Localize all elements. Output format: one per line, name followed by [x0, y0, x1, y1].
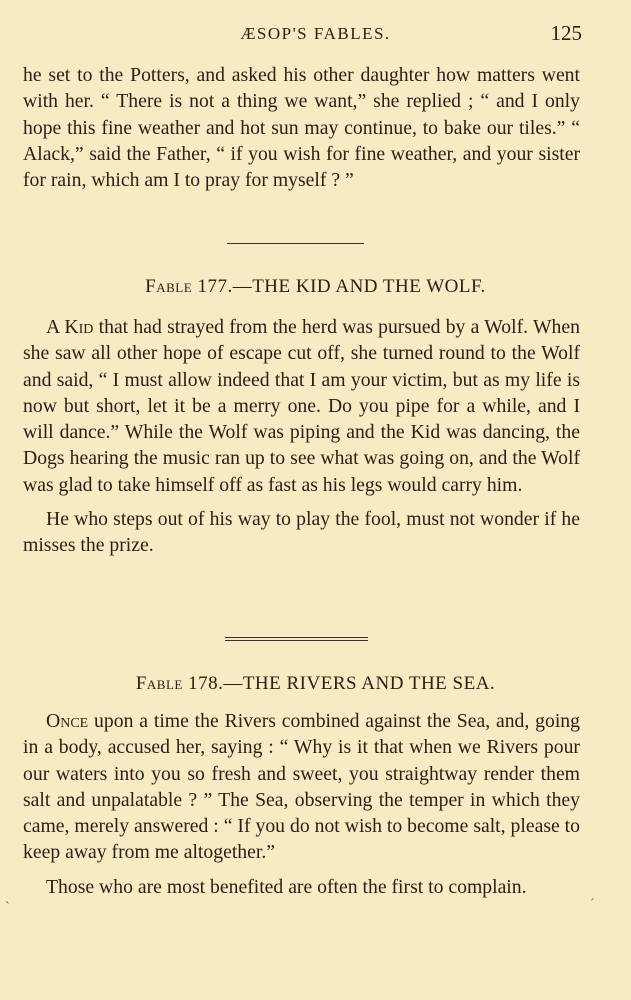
fable-177-heading: [0, 276, 631, 298]
continuation-paragraph: [23, 62, 580, 193]
fable-178-body-text: upon a time the Rivers combined against the Sea, and, going in a body, accused her, saying : “ Why is it that when we Rivers pour our waters into you so fresh and sweet, you straightway render them salt and unpalatable ? ” The Sea, observing the temper in which they came, merely answered : “ If you do not wish to become salt, please to keep away from me altogether.”: [23, 710, 580, 864]
fable-label: Fable: [135, 673, 183, 694]
fable-178-moral: Those who are most benefited are often the first to complain.: [46, 875, 527, 898]
fable-title: 178.—THE RIVERS AND THE SEA.: [188, 673, 496, 694]
fable-177-text: [23, 314, 580, 559]
stray-mark: ˋ: [5, 900, 10, 915]
section-divider: [225, 637, 368, 638]
section-divider: [227, 243, 364, 244]
fable-title: 177.—THE KID AND THE WOLF.: [197, 276, 486, 297]
continuation-text: he set to the Potters, and asked his other daughter how matters went with her. “ There is not a thing we want,” she replied ; “ and I only hope this fine weather and hot sun may continue, to bake our tiles.” “ Alack,” said the Father, “ if you wish for fine weather, and your sister for rain, which am I to pray for myself ? ”: [23, 64, 580, 192]
fable-177-lead: A Kid: [46, 316, 94, 338]
fable-177-body: [23, 314, 580, 498]
section-divider-double: [225, 640, 368, 641]
fable-177-moral: He who steps out of his way to play the fool, must not wonder if he misses the prize.: [23, 508, 580, 557]
fable-178-lead: Once: [46, 710, 89, 732]
fable-178-heading: [0, 673, 631, 695]
fable-178-text: [23, 708, 580, 900]
fable-177-body-text: that had strayed from the herd was pursued by a Wolf. When she saw all other hope of escape cut off, she turned round to the Wolf and said, “ I must allow indeed that I am your victim, but as my life is now but short, let it be a merry one. Do you pipe for a while, and I will dance.” While the Wolf was piping and the Kid was dancing, the Dogs hearing the music ran up to see what was going on, and the Wolf was glad to take himself off as fast as his legs would carry him.: [23, 316, 580, 496]
page-number: 125: [550, 21, 582, 45]
fable-178-body: [23, 708, 580, 866]
running-header: [0, 21, 631, 48]
fable-label: Fable: [145, 276, 193, 297]
stray-mark: ˊ: [590, 897, 595, 912]
running-title: ÆSOP'S FABLES.: [240, 24, 391, 43]
